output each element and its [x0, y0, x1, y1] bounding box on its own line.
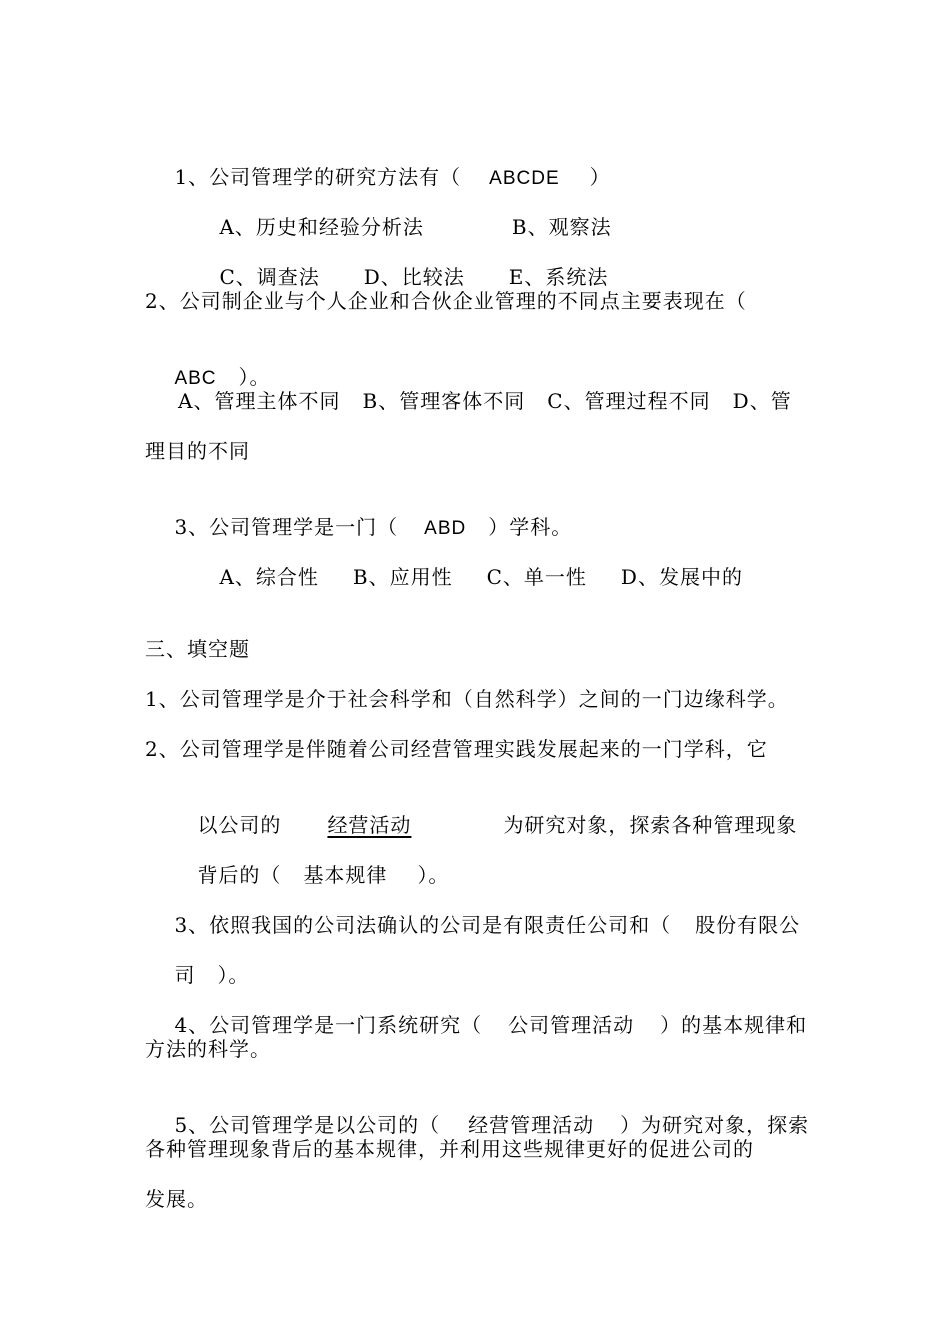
fill-2-line1: 2、公司管理学是伴随着公司经营管理实践发展起来的一门学科，它 — [145, 737, 768, 761]
q1-option-e: E、系统法 — [508, 265, 609, 289]
fill-4-post: ）的基本规律和 — [660, 1013, 808, 1037]
q3-close: ）学科。 — [488, 515, 573, 539]
fill-4-line2: 方法的科学。 — [145, 1037, 271, 1061]
fill-5-line3: 发展。 — [145, 1187, 208, 1211]
fill-3-answer-part1: 股份有限公 — [695, 913, 801, 937]
q1-option-d: D、比较法 — [363, 265, 465, 289]
q2-close: ）。 — [238, 365, 271, 389]
q1-close: ） — [589, 165, 611, 189]
q1-option-c: C、调查法 — [219, 265, 320, 289]
q1-option-a: A、历史和经验分析法 — [219, 215, 424, 239]
fill-2-line3-post: ）。 — [417, 863, 450, 887]
fill-2-answer: 基本规律 — [303, 863, 388, 887]
q3-option-d: D、发展中的 — [620, 565, 743, 589]
fill-5-pre: 5、公司管理学是以公司的（ — [174, 1113, 441, 1137]
q3-answer: ABD — [424, 518, 467, 539]
fill-1: 1、公司管理学是介于社会科学和（自然科学）之间的一门边缘科学。 — [145, 687, 789, 711]
fill-5-answer: 经营管理活动 — [468, 1113, 595, 1137]
q3-option-a: A、综合性 — [219, 565, 319, 589]
fill-4-pre: 4、公司管理学是一门系统研究（ — [174, 1013, 483, 1037]
fill-2-blank: 经营活动 — [327, 813, 412, 837]
q2-options-line2: 理目的不同 — [145, 439, 250, 463]
fill-2-post: 为研究对象，探索各种管理现象 — [503, 813, 798, 837]
q2-options-line1: A、管理主体不同 B、管理客体不同 C、管理过程不同 D、管 — [178, 389, 792, 413]
fill-5-line2: 各种管理现象背后的基本规律，并利用这些规律更好的促进公司的 — [145, 1137, 754, 1161]
q3-options — [190, 538, 743, 616]
section-heading: 三、填空题 — [145, 637, 250, 661]
q3-option-b: B、应用性 — [352, 565, 453, 589]
fill-3-post: ）。 — [217, 963, 250, 987]
q2-stem: 2、公司制企业与个人企业和合伙企业管理的不同点主要表现在（ — [145, 289, 747, 313]
fill-4-answer: 公司管理活动 — [508, 1013, 635, 1037]
fill-3-pre: 3、依照我国的公司法确认的公司是有限责任公司和（ — [174, 913, 672, 937]
q1-stem: 1、公司管理学的研究方法有（ — [174, 165, 462, 189]
q1-answer: ABCDE — [489, 168, 560, 189]
fill-3-answer-part2: 司 — [174, 963, 196, 987]
fill-2-line3-pre: 背后的（ — [197, 863, 282, 887]
q1-option-b: B、观察法 — [511, 215, 612, 239]
fill-2-pre: 以公司的 — [197, 813, 282, 837]
fill-5-post: ）为研究对象，探索 — [620, 1113, 810, 1137]
q2-answer: ABC — [174, 368, 217, 389]
q3-stem: 3、公司管理学是一门（ — [174, 515, 399, 539]
q3-option-c: C、单一性 — [486, 565, 587, 589]
